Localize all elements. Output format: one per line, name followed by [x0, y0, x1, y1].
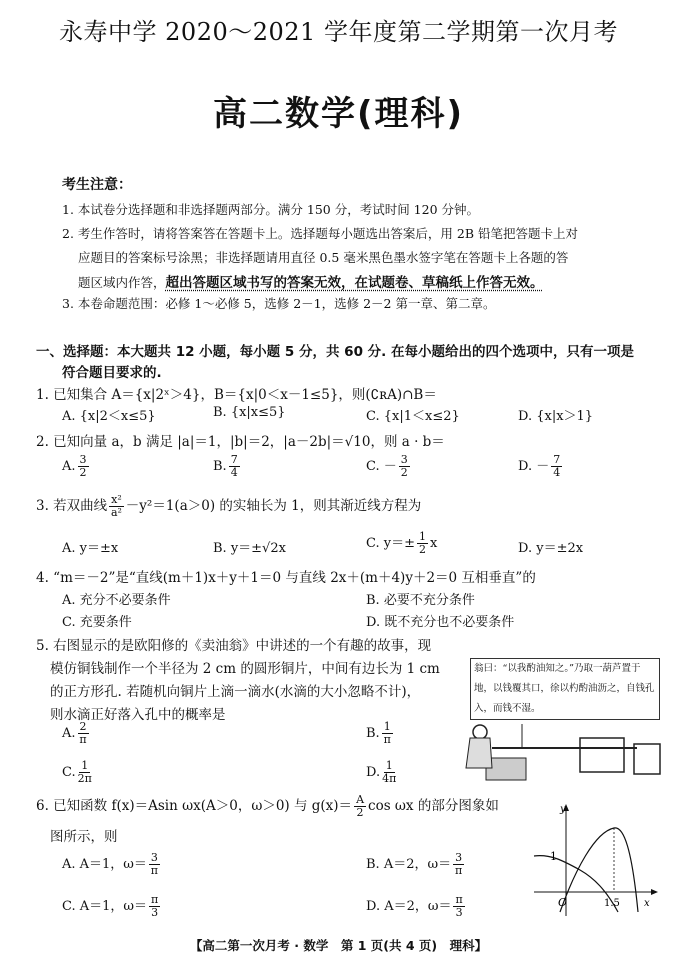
denominator: 2 — [356, 806, 364, 819]
question-5-line-3: 的正方形孔. 若随机向铜片上滴一滴水(水滴的大小忽略不计)， — [50, 684, 421, 700]
denominator: 2 — [419, 543, 426, 556]
denominator: 2 — [79, 466, 87, 479]
fraction — [78, 721, 89, 746]
numerator: 3 — [400, 453, 408, 466]
denominator: 4π — [382, 772, 397, 785]
question-6-option-b — [366, 852, 466, 877]
option-label: A. — [62, 726, 76, 741]
question-2-option-d — [518, 454, 564, 479]
notice-emphasis: 超出答题区域书写的答案无效，在试题卷、草稿纸上作答无效。 — [165, 275, 544, 291]
numerator: π — [455, 893, 463, 906]
numerator: 1 — [383, 720, 391, 733]
notice-item-2-line-1: 2. 考生作答时，请将答案答在答题卡上。选择题每小题选出答案后，用 2B 铅笔把答题卡上对 — [62, 226, 578, 241]
question-3-option-b: B. y＝±√2x — [213, 541, 286, 556]
tick-label: 1.5 — [604, 898, 620, 909]
question-4-option-b: B. 必要不充分条件 — [366, 593, 475, 608]
question-3-option-c — [366, 531, 437, 556]
origin-label: O — [558, 896, 568, 909]
notice-item-2-prefix: 题区域内作答， — [78, 275, 166, 290]
fraction — [229, 454, 240, 479]
fraction — [149, 894, 160, 919]
option-label: A. — [62, 459, 76, 474]
notice-item-2-line-3 — [78, 271, 544, 291]
numerator: 7 — [230, 453, 238, 466]
denominator: 4 — [553, 466, 561, 479]
question-3-option-d: D. y＝±2x — [518, 541, 584, 556]
question-4-option-a: A. 充分不必要条件 — [62, 593, 171, 608]
stem-text: －y²＝1(a＞0) 的实轴长为 1，则其渐近线方程为 — [125, 498, 422, 514]
question-1-option-d: D. {x|x＞1} — [518, 409, 594, 424]
function-graph — [530, 800, 660, 918]
option-label: B. — [213, 459, 227, 474]
notice-item-2-line-2: 应题目的答案标号涂黑；非选择题请用直径 0.5 毫米黑色墨水签字笔在答题卡上各题的答 — [78, 250, 569, 265]
option-label: C. － — [366, 459, 397, 474]
denominator: 4 — [230, 466, 238, 479]
option-suffix: x — [430, 536, 438, 551]
option-label: C. A＝1，ω＝ — [62, 899, 148, 914]
question-5-option-b — [366, 721, 395, 746]
section-heading-line-2: 符合题目要求的. — [62, 365, 162, 381]
denominator: π — [150, 864, 159, 877]
fraction — [354, 794, 366, 819]
question-2-option-c — [366, 454, 412, 479]
numerator: 2 — [79, 720, 87, 733]
question-5-option-a — [62, 721, 91, 746]
stem-text: 6. 已知函数 f(x)＝Asin ωx(A＞0，ω＞0) 与 g(x)＝ — [36, 798, 353, 814]
option-label: D. A＝2，ω＝ — [366, 899, 452, 914]
option-label: D. — [366, 765, 381, 780]
question-6-line-2: 图所示，则 — [50, 829, 118, 845]
numerator: 3 — [455, 851, 463, 864]
option-label: C. — [62, 765, 76, 780]
fraction — [78, 760, 92, 785]
fraction — [453, 894, 464, 919]
question-4-stem: 4. “m＝－2”是“直线(m＋1)x＋y＋1＝0 与直线 2x＋(m＋4)y＋2＝0 互相垂直”的 — [36, 570, 536, 586]
question-1-stem: 1. 已知集合 A＝{x|2ˣ＞4}，B＝{x|0＜x－1≤5}，则(∁ʀA)∩B＝ — [36, 387, 437, 403]
question-6-stem — [36, 794, 499, 819]
option-label: B. — [366, 726, 380, 741]
question-5-line-2: 模仿铜钱制作一个半径为 2 cm 的圆形铜片，中间有边长为 1 cm — [50, 661, 440, 677]
question-2-option-a — [62, 454, 91, 479]
question-2-stem: 2. 已知向量 a，b 满足 |a|＝1，|b|＝2，|a－2b|＝√10，则 a · b＝ — [36, 434, 445, 450]
section-heading: 一、选择题：本大题共 12 小题，每小题 5 分，共 60 分. 在每小题给出的四个选项中，只有一项是 — [36, 344, 634, 360]
question-1-option-a: A. {x|2＜x≤5} — [62, 409, 156, 424]
story-quote-box: 翁曰：“以我酌油知之。”乃取一葫芦置于地，以钱覆其口，徐以杓酌油沥之，自钱孔入，而钱不湿。 — [470, 658, 660, 720]
fraction — [109, 494, 124, 519]
fraction — [551, 454, 562, 479]
denominator: π — [383, 733, 391, 746]
question-5-line-1: 5. 右图显示的是欧阳修的《卖油翁》中讲述的一个有趣的故事，现 — [36, 638, 432, 654]
oil-seller-illustration — [462, 724, 672, 784]
y-axis-label: y — [560, 804, 566, 815]
question-6-option-c — [62, 894, 162, 919]
question-3-option-a: A. y＝±x — [62, 541, 119, 556]
numerator: 3 — [79, 453, 87, 466]
numerator: 1 — [385, 759, 393, 772]
denominator: 3 — [455, 906, 463, 919]
question-5-option-d — [366, 760, 398, 785]
question-5-line-4: 则水滴正好落入孔中的概率是 — [50, 707, 226, 723]
option-label: A. A＝1，ω＝ — [62, 857, 147, 872]
question-4-option-c: C. 充要条件 — [62, 615, 132, 630]
fraction — [453, 852, 464, 877]
stem-text: cos ωx 的部分图象如 — [368, 798, 499, 814]
denominator: 2π — [77, 772, 92, 785]
fraction — [149, 852, 160, 877]
denominator: a² — [111, 506, 122, 519]
question-6-option-a — [62, 852, 162, 877]
fraction — [78, 454, 89, 479]
fraction — [399, 454, 410, 479]
denominator: π — [454, 864, 463, 877]
question-1-option-c: C. {x|1＜x≤2} — [366, 409, 460, 424]
fraction — [417, 531, 428, 556]
question-3-stem — [36, 494, 421, 519]
numerator: x² — [111, 493, 122, 506]
question-6-option-d — [366, 894, 467, 919]
fraction — [382, 760, 396, 785]
question-4-option-d: D. 既不充分也不必要条件 — [366, 615, 515, 630]
question-5-option-c — [62, 760, 94, 785]
numerator: 1 — [419, 530, 426, 543]
option-label: C. y＝± — [366, 536, 415, 551]
x-axis-label: x — [644, 898, 650, 909]
fraction — [382, 721, 393, 746]
option-label: B. A＝2，ω＝ — [366, 857, 452, 872]
question-2-option-b — [213, 454, 242, 479]
denominator: 2 — [400, 466, 408, 479]
numerator: 7 — [553, 453, 561, 466]
exam-title: 永寿中学 2020～2021 学年度第二学期第一次月考 — [59, 18, 618, 46]
numerator: A — [356, 793, 365, 806]
numerator: 3 — [150, 851, 158, 864]
graph-label-one: 1 — [550, 850, 557, 863]
numerator: π — [151, 893, 159, 906]
stem-text: 3. 若双曲线 — [36, 498, 108, 514]
numerator: 1 — [81, 759, 89, 772]
exam-subject: 高二数学(理科) — [212, 94, 465, 134]
notice-heading: 考生注意： — [62, 177, 132, 193]
denominator: 3 — [151, 906, 159, 919]
question-1-option-b: B. {x|x≤5} — [213, 405, 286, 420]
denominator: π — [79, 733, 87, 746]
option-label: D. － — [518, 459, 550, 474]
x-axis-arrow — [651, 889, 658, 895]
notice-item-1: 1. 本试卷分选择题和非选择题两部分。满分 150 分，考试时间 120 分钟。 — [62, 202, 480, 217]
notice-item-3: 3. 本卷命题范围：必修 1～必修 5，选修 2－1，选修 2－2 第一章、第二章。 — [62, 296, 496, 311]
page-footer: 【高二第一次月考 · 数学 第 1 页(共 4 页) 理科】 — [189, 938, 488, 953]
curve-f — [560, 828, 638, 912]
